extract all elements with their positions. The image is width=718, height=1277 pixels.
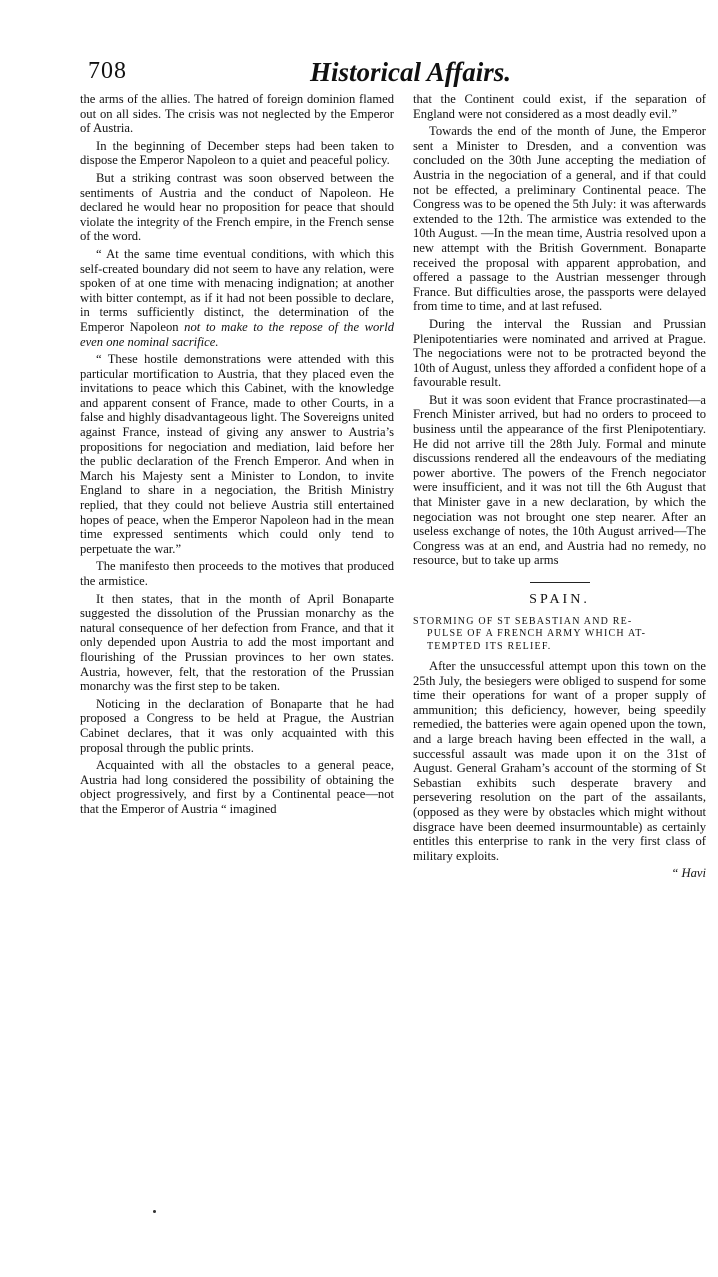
left-paragraph-5: “ These hostile demonstrations were attended with this particular mortification to Austria, that they placed even the invitations to peace which this Cabinet, with the knowledge and apparent consent of France, made to other Courts, in a false and highly disadvantageous light. The Sovereigns united against France, instead of giving any answer to Austria’s propositions for negociation and mediation, laid before her the public declaration of the French Emperor. And when in March his Majesty sent a Minister to London, to invite England to share in a negociation, the British Ministry replied, that they could not believe Austria still entertained hopes of peace, when the Emperor Napoleon had in the mean time expressed sentiments which could only tend to perpetuate the war.” [80, 352, 394, 556]
catchword: “ Havi [671, 866, 706, 881]
left-paragraph-8: Noticing in the declaration of Bonaparte that he had proposed a Congress to be held at Prague, the Austrian Cabinet declares, that it was only acquainted with this proposal through the public prints. [80, 696, 394, 755]
left-paragraph-7: It then states, that in the month of April Bonaparte suggested the dissolution of the Prussian monarchy as the natural consequence of her defection from France, and that it only depended upon Austria to add the most important and flourishing of the Prussian provinces to her own states. Austria, however, felt, that the restoration of the Prussian monarchy was the first step to be taken. [80, 591, 394, 694]
subheading-line-1: STORMING OF ST SEBASTIAN AND RE- [413, 615, 633, 627]
right-paragraph-4: But it was soon evident that France procrastinated—a French Minister arrived, but had no orders to proceed to business until the appearance of the first Plenipotentiary. He did not arrive till the 28th July. Formal and minute discussions rendered all the endeavours of the mediating power abortive. The powers of the French negociator were insufficient, and it was not till the 6th August that that Minister gave in a new declaration, by which the negociation was not brought one step nearer. After an useless exchange of notes, the 10th August arrived—The Congress was at an end, and Austria had no remedy, no resource, but to take up arms [413, 392, 706, 568]
quote-text: “ At the same time eventual conditions, with which this self-created boundary did not seem to have any relation, were spoken of at one time with menacing indignation; at another with bitter contempt, as if it had not been possible to declare, in terms sufficiently distinct, the determination of the Emperor Napoleon [80, 246, 394, 334]
quote-emphasis: not to make to the repose of the world even one nominal sacrifice. [80, 319, 394, 349]
left-paragraph-3: But a striking contrast was soon observed between the sentiments of Austria and the conduct of Napoleon. He declared he would hear no proposition for peace that should violate the integrity of the French empire, in the French sense of the word. [80, 170, 394, 244]
print-speck [153, 1210, 156, 1213]
running-title: Historical Affairs. [310, 57, 512, 87]
page-number: 708 [88, 58, 127, 84]
subheading-line-2: PULSE OF A FRENCH ARMY WHICH AT- [427, 628, 647, 640]
left-paragraph-4 [80, 247, 394, 349]
right-paragraph-5: After the unsuccessful attempt upon this town on the 25th July, the besiegers were obliged to suspend for some time their operations for want of a proper supply of ammunition; this deficiency, however, being speedily remedied, the batteries were again opened upon the town, and a large breach having been effected in the wall, a successful assault was made upon it on the 31st of August. General Graham’s account of the storming of St Sebastian exhibits such desperate bravery and persevering resolution on the part of the assailants, (opposed as they were by obstacles which might without disgrace have been deemed insurmountable) as certainly entitles this enterprise to rank in the very first class of military exploits. [413, 659, 706, 863]
section-subheading [413, 616, 706, 654]
left-column [80, 92, 394, 820]
left-paragraph-1: the arms of the allies. The hatred of foreign dominion flamed out on all sides. The crisis was not neglected by the Emperor of Austria. [80, 92, 394, 136]
subheading-line-3: TEMPTED ITS RELIEF. [427, 640, 552, 652]
right-paragraph-3: During the interval the Russian and Prussian Plenipotentiaries were nominated and arrived at Prague. The negociations were not to be protracted beyond the 10th of August, unless they afforded a confident hope of a favourable result. [413, 316, 706, 390]
left-paragraph-9: Acquainted with all the obstacles to a general peace, Austria had long considered the possibility of obtaining the object progressively, and first by a Continental peace—not that the Emperor of Austria “ imagined [80, 758, 394, 816]
section-rule [530, 582, 590, 583]
left-paragraph-2: In the beginning of December steps had been taken to dispose the Emperor Napoleon to a quiet and peaceful policy. [80, 138, 394, 168]
right-paragraph-1: that the Continent could exist, if the separation of England were not considered as a most deadly evil.” [413, 92, 706, 121]
page-header [88, 58, 708, 92]
left-paragraph-6: The manifesto then proceeds to the motives that produced the armistice. [80, 559, 394, 588]
right-column [413, 92, 706, 884]
right-paragraph-2: Towards the end of the month of June, the Emperor sent a Minister to Dresden, and a convention was concluded on the 30th June accepting the mediation of Austria in the negociation of a general, and if that could not be effected, a preliminary Continental peace. The Congress was to be opened the 5th July: it was afterwards extended to the 12th. The armistice was extended to the 10th August. —In the mean time, Austria resolved upon a new attempt with the British Government. Bonaparte received the proposal with apparent approbation, and offered a passage to the Austrian messenger through France. But difficulties arose, the passports were delayed from time to time, and at last refused. [413, 124, 706, 314]
section-title: SPAIN. [529, 592, 590, 607]
